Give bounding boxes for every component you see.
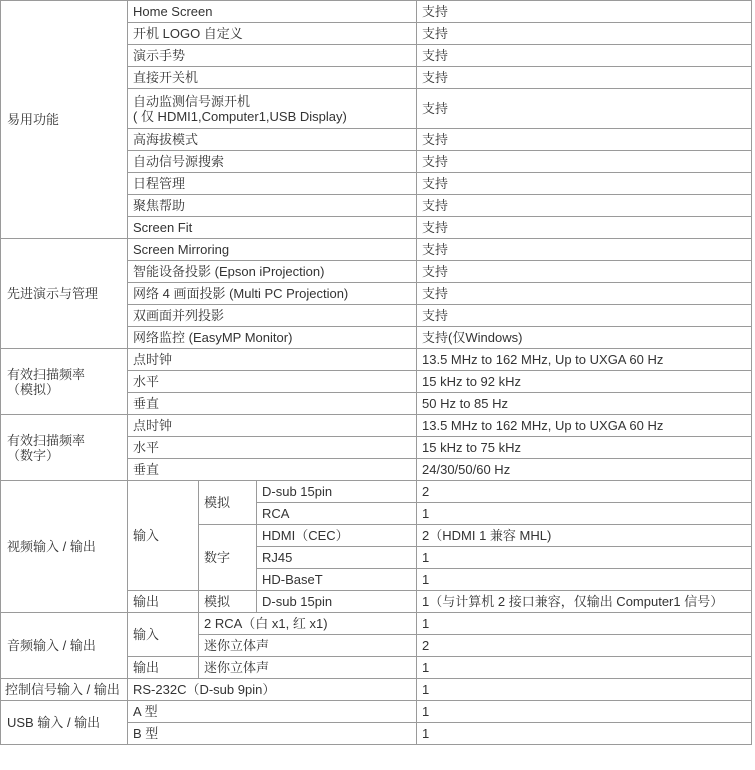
table-row bbox=[1, 481, 752, 503]
row-value: 15 kHz to 75 kHz bbox=[417, 437, 752, 459]
row-value: 支持 bbox=[417, 129, 752, 151]
row-value: 支持 bbox=[417, 67, 752, 89]
category-usb-io: USB 输入 / 输出 bbox=[1, 701, 128, 745]
table-row bbox=[1, 239, 752, 261]
table-row bbox=[1, 613, 752, 635]
row-value: 支持 bbox=[417, 283, 752, 305]
row-value: 2 bbox=[417, 481, 752, 503]
port-label: RJ45 bbox=[257, 547, 417, 569]
row-value: 支持 bbox=[417, 217, 752, 239]
port-label: D-sub 15pin bbox=[257, 591, 417, 613]
row-value: 支持 bbox=[417, 45, 752, 67]
row-label: 直接开关机 bbox=[128, 67, 417, 89]
row-value: 1 bbox=[417, 701, 752, 723]
video-analog-label: 模拟 bbox=[199, 481, 257, 525]
row-label: 开机 LOGO 自定义 bbox=[128, 23, 417, 45]
video-digital-label: 数字 bbox=[199, 525, 257, 591]
row-label: 智能设备投影 (Epson iProjection) bbox=[128, 261, 417, 283]
row-label: 日程管理 bbox=[128, 173, 417, 195]
table-row bbox=[1, 1, 752, 23]
row-value: 50 Hz to 85 Hz bbox=[417, 393, 752, 415]
row-value: 支持 bbox=[417, 89, 752, 129]
row-value: 24/30/50/60 Hz bbox=[417, 459, 752, 481]
row-label: 点时钟 bbox=[128, 415, 417, 437]
table-row bbox=[1, 701, 752, 723]
category-audio-io: 音频输入 / 输出 bbox=[1, 613, 128, 679]
row-value: 1 bbox=[417, 547, 752, 569]
audio-input-label: 输入 bbox=[128, 613, 199, 657]
port-label: D-sub 15pin bbox=[257, 481, 417, 503]
row-label: 网络监控 (EasyMP Monitor) bbox=[128, 327, 417, 349]
row-label: 自动信号源搜索 bbox=[128, 151, 417, 173]
row-label: 垂直 bbox=[128, 393, 417, 415]
row-label: 高海拔模式 bbox=[128, 129, 417, 151]
row-value: 支持 bbox=[417, 173, 752, 195]
port-label: RCA bbox=[257, 503, 417, 525]
port-label: 2 RCA（白 x1, 红 x1) bbox=[199, 613, 417, 635]
row-value: 支持 bbox=[417, 195, 752, 217]
row-label: 点时钟 bbox=[128, 349, 417, 371]
row-label: Screen Fit bbox=[128, 217, 417, 239]
category-scan-digital: 有效扫描频率 （数字） bbox=[1, 415, 128, 481]
row-value: 2 bbox=[417, 635, 752, 657]
row-value: 1 bbox=[417, 723, 752, 745]
row-value: 支持 bbox=[417, 151, 752, 173]
row-value: 13.5 MHz to 162 MHz, Up to UXGA 60 Hz bbox=[417, 415, 752, 437]
row-label: 网络 4 画面投影 (Multi PC Projection) bbox=[128, 283, 417, 305]
row-value: 支持(仅Windows) bbox=[417, 327, 752, 349]
table-row bbox=[1, 415, 752, 437]
row-label: 双画面并列投影 bbox=[128, 305, 417, 327]
port-label: 迷你立体声 bbox=[199, 635, 417, 657]
row-label: 聚焦帮助 bbox=[128, 195, 417, 217]
category-easy-functions: 易用功能 bbox=[1, 1, 128, 239]
category-video-io: 视频输入 / 输出 bbox=[1, 481, 128, 613]
row-label: 垂直 bbox=[128, 459, 417, 481]
row-label: 水平 bbox=[128, 371, 417, 393]
row-value: 1 bbox=[417, 657, 752, 679]
audio-output-label: 输出 bbox=[128, 657, 199, 679]
row-label: B 型 bbox=[128, 723, 417, 745]
port-label: RS-232C（D-sub 9pin） bbox=[128, 679, 417, 701]
row-value: 13.5 MHz to 162 MHz, Up to UXGA 60 Hz bbox=[417, 349, 752, 371]
row-label: Home Screen bbox=[128, 1, 417, 23]
row-value: 支持 bbox=[417, 1, 752, 23]
row-label: 演示手势 bbox=[128, 45, 417, 67]
row-label: A 型 bbox=[128, 701, 417, 723]
row-value: 支持 bbox=[417, 239, 752, 261]
row-value: 2（HDMI 1 兼容 MHL) bbox=[417, 525, 752, 547]
row-value: 1 bbox=[417, 569, 752, 591]
row-value: 1（与计算机 2 接口兼容，仅输出 Computer1 信号） bbox=[417, 591, 752, 613]
row-value: 1 bbox=[417, 679, 752, 701]
row-value: 支持 bbox=[417, 305, 752, 327]
row-value: 1 bbox=[417, 613, 752, 635]
port-label: HD-BaseT bbox=[257, 569, 417, 591]
row-value: 1 bbox=[417, 503, 752, 525]
row-label: 自动监测信号源开机 ( 仅 HDMI1,Computer1,USB Display) bbox=[128, 89, 417, 129]
video-output-analog-label: 模拟 bbox=[199, 591, 257, 613]
row-label: Screen Mirroring bbox=[128, 239, 417, 261]
category-control-io: 控制信号输入 / 输出 bbox=[1, 679, 128, 701]
row-value: 支持 bbox=[417, 23, 752, 45]
video-input-label: 输入 bbox=[128, 481, 199, 591]
category-scan-analog: 有效扫描频率 （模拟） bbox=[1, 349, 128, 415]
row-value: 15 kHz to 92 kHz bbox=[417, 371, 752, 393]
row-value: 支持 bbox=[417, 261, 752, 283]
port-label: 迷你立体声 bbox=[199, 657, 417, 679]
port-label: HDMI（CEC） bbox=[257, 525, 417, 547]
table-row bbox=[1, 349, 752, 371]
row-label: 水平 bbox=[128, 437, 417, 459]
video-output-label: 输出 bbox=[128, 591, 199, 613]
table-row bbox=[1, 679, 752, 701]
category-advanced-presentation: 先进演示与管理 bbox=[1, 239, 128, 349]
